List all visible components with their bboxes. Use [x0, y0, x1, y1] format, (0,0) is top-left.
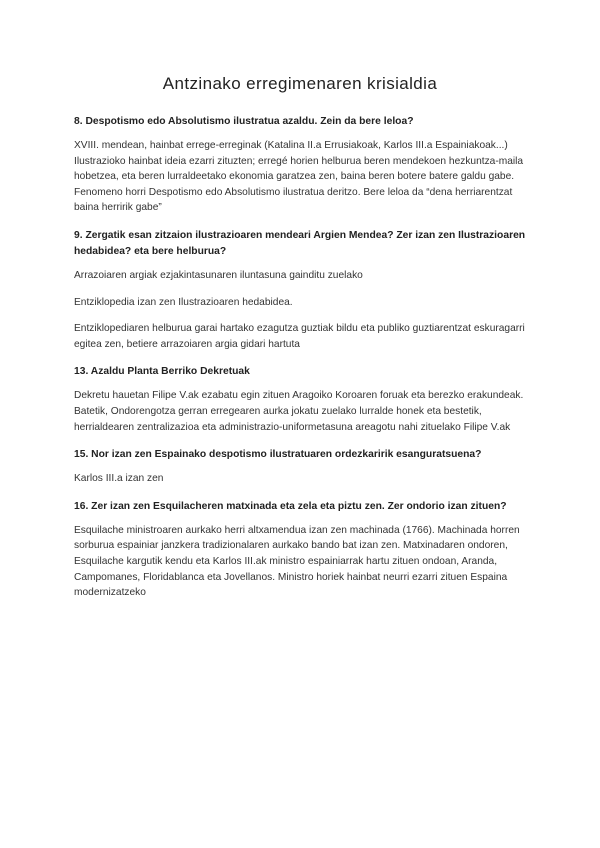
- answer-paragraph: Entziklopediaren helburua garai hartako ezagutza guztiak bildu eta publiko guztiarentzat eskuragarri egitea zen, betiere arrazoiaren argia gidari hartuta: [74, 323, 525, 350]
- document-body: [74, 114, 534, 601]
- section-q16: [74, 499, 534, 601]
- answer-paragraph: XVIII. mendean, hainbat errege-erreginak (Katalina II.a Errusiakoak, Karlos III.a Espainiakoak...) Ilustrazioko hainbat ideia ezarri zituzten; erregé horien helburua beren mendekoen hezkuntza-maila hobetzea, eta beren lurraldeetako ekonomia garatzea zen, baina beren botere batere galdu gabe. Fenomeno horri Despotismo edo Absolutismo ilustratua deritzo. Bere leloa da “dena herriarentzat baina herririk gabe”: [74, 140, 524, 214]
- question-heading: 16. Zer izan zen Esquilacheren matxinada eta zela eta piztu zen. Zer ondorio izan zituen?: [74, 500, 507, 512]
- answer-paragraph: Karlos III.a izan zen: [74, 473, 164, 485]
- answer-paragraph: Arrazoiaren argiak ezjakintasunaren iluntasuna gainditu zuelako: [74, 269, 363, 281]
- question-heading: 13. Azaldu Planta Berriko Dekretuak: [74, 366, 250, 378]
- question-heading: 15. Nor izan zen Espainako despotismo ilustratuaren ordezkaririk esanguratsuena?: [74, 449, 482, 461]
- section-q9: [74, 228, 534, 352]
- answer-paragraph: Entziklopedia izan zen Ilustrazioaren hedabidea.: [74, 296, 293, 308]
- section-q13: [74, 364, 534, 435]
- answer-paragraph: Dekretu hauetan Filipe V.ak ezabatu egin zituen Aragoiko Koroaren foruak eta berezko erakundeak. Batetik, Ondorengotza gerran erregearen aurka jokatu zuelako lurralde honek eta bestetik, herrialdearen zentralizazioa eta administrazio-uniformetasuna areagotu nahi zituelako Filipe V.ak: [74, 390, 524, 433]
- page-title: Antzinako erregimenaren krisialdia: [162, 74, 438, 93]
- section-q8: [74, 114, 534, 216]
- section-q15: [74, 447, 534, 487]
- question-heading: 9. Zergatik esan zitzaion ilustrazioaren mendeari Argien Mendea? Zer izan zen Ilustrazioaren hedabidea? eta bere helburua?: [74, 229, 526, 257]
- question-heading: 8. Despotismo edo Absolutismo ilustratua azaldu. Zein da bere leloa?: [74, 116, 414, 127]
- answer-paragraph: Esquilache ministroaren aurkako herri altxamendua izan zen machinada (1766). Machinada horren sorburua espainiar janzkera tradizionalaren aurkako bando bat izan zen. Matxinadaren ondoren, Esquilache kargutik kendu eta Karlos III.ak ministro espainiarrak hartu zituen ondoan, Aranda, Campomanes, Floridablanca eta Jovellanos. Ministro horiek hainbat neurri ezarri zituen Espaina modernizatzeko: [74, 524, 520, 599]
